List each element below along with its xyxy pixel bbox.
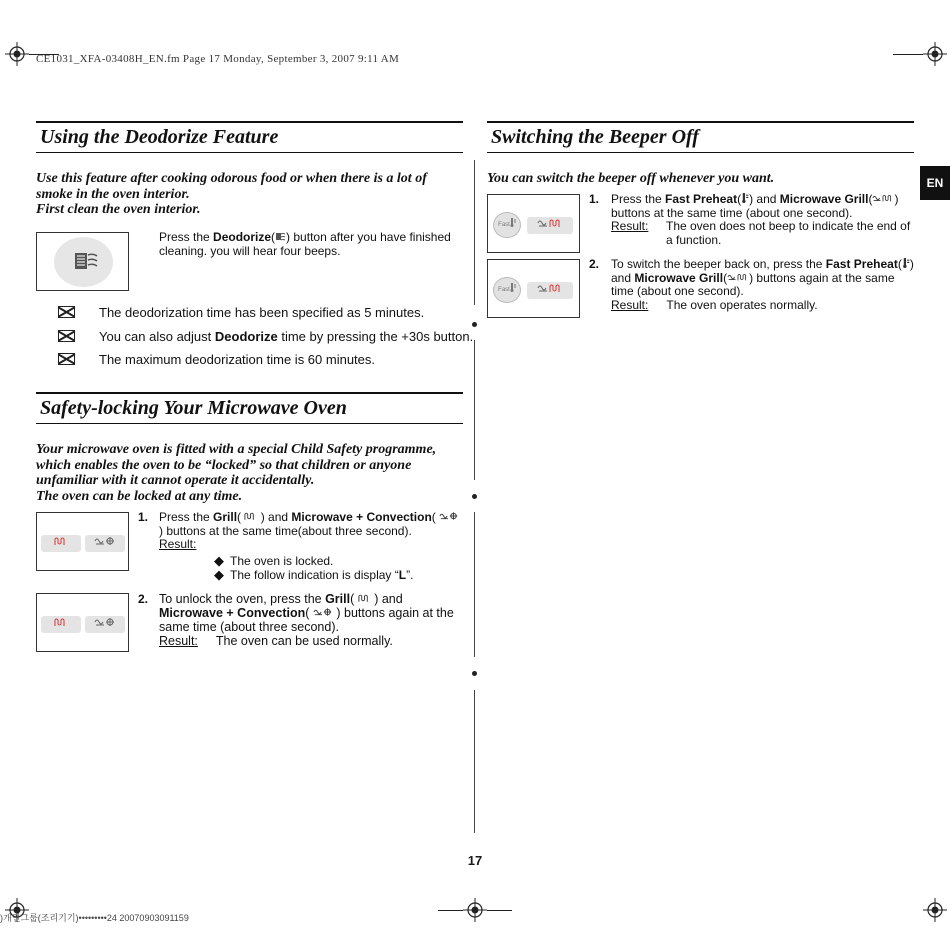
crop-line bbox=[438, 910, 463, 911]
fast-preheat-inline-icon: ( ) bbox=[897, 257, 914, 271]
grill-button-name: Grill bbox=[325, 592, 351, 606]
column-divider bbox=[474, 340, 475, 480]
step-text: Press the bbox=[611, 192, 666, 206]
crop-line bbox=[487, 910, 512, 911]
fast-label: Fast bbox=[498, 222, 510, 228]
deodorize-intro-line: Use this feature after cooking odorous food or when there is a lot of smoke in the oven interior. bbox=[36, 171, 427, 202]
result-row bbox=[611, 220, 917, 247]
registration-mark-icon bbox=[923, 42, 947, 66]
fast-preheat-icon bbox=[510, 283, 516, 292]
divider-dot bbox=[472, 322, 477, 327]
fast-preheat-button-shape bbox=[493, 212, 521, 238]
result-text: The oven can be used normally. bbox=[215, 634, 393, 648]
grill-convection-buttons-image bbox=[36, 593, 129, 652]
crop-line bbox=[893, 54, 923, 55]
result-bullet-text: The oven is locked. bbox=[230, 553, 334, 568]
microwave-grill-inline-icon: ( ) bbox=[723, 270, 754, 285]
microwave-grill-button-shape bbox=[527, 282, 573, 299]
deodorize-intro bbox=[36, 171, 466, 218]
result-bullet bbox=[214, 568, 464, 583]
safety-step-2 bbox=[138, 592, 464, 648]
safety-intro-line: Your microwave oven is fitted with a special Child Safety programme, which enables the oven to be “locked” so that children or anyone unfamiliar with it cannot operate it accidentally. bbox=[36, 442, 437, 488]
registration-mark-icon bbox=[923, 898, 947, 922]
safety-intro-line: The oven can be locked at any time. bbox=[36, 488, 243, 504]
grill-icon bbox=[54, 536, 68, 546]
deodorize-step bbox=[159, 231, 454, 258]
step-text: To unlock the oven, press the bbox=[159, 592, 326, 606]
note-icon bbox=[58, 353, 75, 365]
deodorize-button-image bbox=[36, 232, 129, 291]
note-icon bbox=[58, 330, 75, 342]
step-text: Press the bbox=[159, 510, 214, 524]
step-number: 2. bbox=[138, 592, 149, 606]
deodorize-note: The deodorization time has been specified as 5 minutes. bbox=[99, 305, 425, 320]
deodorize-note: The maximum deodorization time is 60 minutes. bbox=[99, 352, 376, 367]
microwave-grill-button-name: Microwave Grill bbox=[634, 270, 724, 285]
convection-inline-icon: ( ) bbox=[159, 510, 459, 538]
deodorize-note bbox=[99, 329, 473, 344]
file-info-header: CE1031_XFA-03408H_EN.fm Page 17 Monday, September 3, 2007 9:11 AM bbox=[36, 53, 400, 65]
step-text: buttons again at the same time (about one second). bbox=[611, 270, 895, 298]
step-text: buttons at the same time (about one second). bbox=[611, 205, 853, 220]
grill-button-name: Grill bbox=[213, 510, 238, 524]
result-row bbox=[159, 634, 464, 648]
grill-button-shape bbox=[41, 535, 81, 552]
deodorize-icon bbox=[71, 247, 99, 275]
result-row bbox=[611, 299, 917, 313]
deodorize-note-text: time by pressing the +30s button. bbox=[277, 329, 474, 344]
print-info-footer: )개인그룹(조리기기)•••••••••24 20070903091159 bbox=[0, 913, 189, 923]
fast-preheat-button-shape bbox=[493, 277, 521, 303]
grill-convection-buttons-image bbox=[36, 512, 129, 571]
microwave-grill-button-shape bbox=[527, 217, 573, 234]
column-divider bbox=[474, 160, 475, 305]
result-label: Result: bbox=[159, 537, 197, 551]
microwave-convection-icon bbox=[94, 536, 116, 546]
safety-step-1 bbox=[138, 511, 464, 583]
result-label: Result: bbox=[159, 634, 198, 648]
result-text: The oven does not beep to indicate the end of a function. bbox=[666, 219, 911, 247]
diamond-bullet-icon: ◆ bbox=[214, 552, 224, 568]
diamond-bullet-icon: ◆ bbox=[214, 567, 224, 582]
result-text: The oven operates normally. bbox=[666, 297, 818, 312]
grill-inline-icon: ( bbox=[237, 510, 257, 524]
result-label: Result: bbox=[611, 297, 649, 312]
step-number: 2. bbox=[589, 257, 600, 271]
convection-button-shape bbox=[85, 535, 125, 552]
grill-button-shape bbox=[41, 616, 81, 633]
section-title-beeper: Switching the Beeper Off bbox=[487, 121, 914, 153]
microwave-grill-icon bbox=[537, 283, 563, 293]
deodorize-intro-line: First clean the oven interior. bbox=[36, 202, 201, 217]
divider-dot bbox=[472, 494, 477, 499]
microwave-grill-inline-icon: ( ) bbox=[868, 192, 899, 206]
fast-label: Fast bbox=[498, 287, 510, 293]
section-title-safety-lock: Safety-locking Your Microwave Oven bbox=[36, 392, 463, 424]
fast-preheat-icon bbox=[510, 218, 516, 227]
grill-icon bbox=[54, 617, 68, 627]
registration-mark-icon bbox=[5, 42, 29, 66]
step-text: and bbox=[611, 270, 635, 285]
step-text: buttons at the same time(about three second). bbox=[163, 523, 412, 538]
step-number: 1. bbox=[589, 192, 600, 206]
divider-dot bbox=[472, 671, 477, 676]
deodorize-note-text: You can also adjust bbox=[99, 329, 215, 344]
beeper-step-2 bbox=[589, 258, 917, 312]
language-tab: EN bbox=[920, 166, 950, 200]
column-divider bbox=[474, 690, 475, 833]
step-text: and bbox=[753, 192, 780, 206]
microwave-grill-icon bbox=[537, 218, 563, 228]
microwave-convection-button-name: Microwave + Convection bbox=[291, 510, 432, 524]
fast-preheat-grill-buttons-image bbox=[487, 259, 580, 318]
fast-preheat-inline-icon: ( ) bbox=[737, 192, 754, 206]
convection-button-shape bbox=[85, 616, 125, 633]
result-bullet-text: ”. bbox=[406, 568, 414, 582]
result-label: Result: bbox=[611, 219, 649, 233]
deodorize-step-text: Press the bbox=[159, 230, 214, 244]
beeper-intro: You can switch the beeper off whenever you want. bbox=[487, 171, 775, 186]
fast-preheat-button-name: Fast Preheat bbox=[665, 192, 738, 206]
deodorize-note-button-name: Deodorize bbox=[214, 329, 278, 344]
microwave-convection-icon bbox=[94, 617, 116, 627]
result-bullet-text: The follow indication is display “ bbox=[230, 568, 399, 582]
fast-preheat-grill-buttons-image bbox=[487, 194, 580, 253]
microwave-convection-button-name: Microwave + Convection bbox=[159, 606, 306, 620]
step-text: To switch the beeper back on, press the bbox=[611, 257, 826, 271]
safety-intro bbox=[36, 442, 446, 504]
column-divider bbox=[474, 512, 475, 657]
grill-inline-icon: ( bbox=[350, 592, 371, 606]
step-text: ) and bbox=[257, 510, 292, 524]
step-text: buttons again at the same time (about three second). bbox=[159, 606, 454, 634]
step-text: ) and bbox=[370, 592, 403, 606]
result-bullet bbox=[214, 554, 464, 569]
lock-indicator: L bbox=[398, 568, 407, 582]
microwave-grill-button-name: Microwave Grill bbox=[779, 192, 869, 206]
registration-mark-icon bbox=[463, 898, 487, 922]
page-number: 17 bbox=[467, 853, 483, 868]
fast-preheat-button-name: Fast Preheat bbox=[825, 257, 898, 271]
convection-inline-icon: ( ) bbox=[305, 606, 341, 620]
deodorize-inline-icon: ( ) bbox=[271, 230, 291, 244]
step-number: 1. bbox=[138, 510, 149, 524]
deodorize-step-button-name: Deodorize bbox=[213, 230, 272, 244]
section-title-deodorize: Using the Deodorize Feature bbox=[36, 121, 463, 153]
deodorize-step-text: button after you have finished cleaning. you will hear four beeps. bbox=[159, 230, 451, 258]
beeper-step-1 bbox=[589, 193, 917, 247]
note-icon bbox=[58, 306, 75, 318]
